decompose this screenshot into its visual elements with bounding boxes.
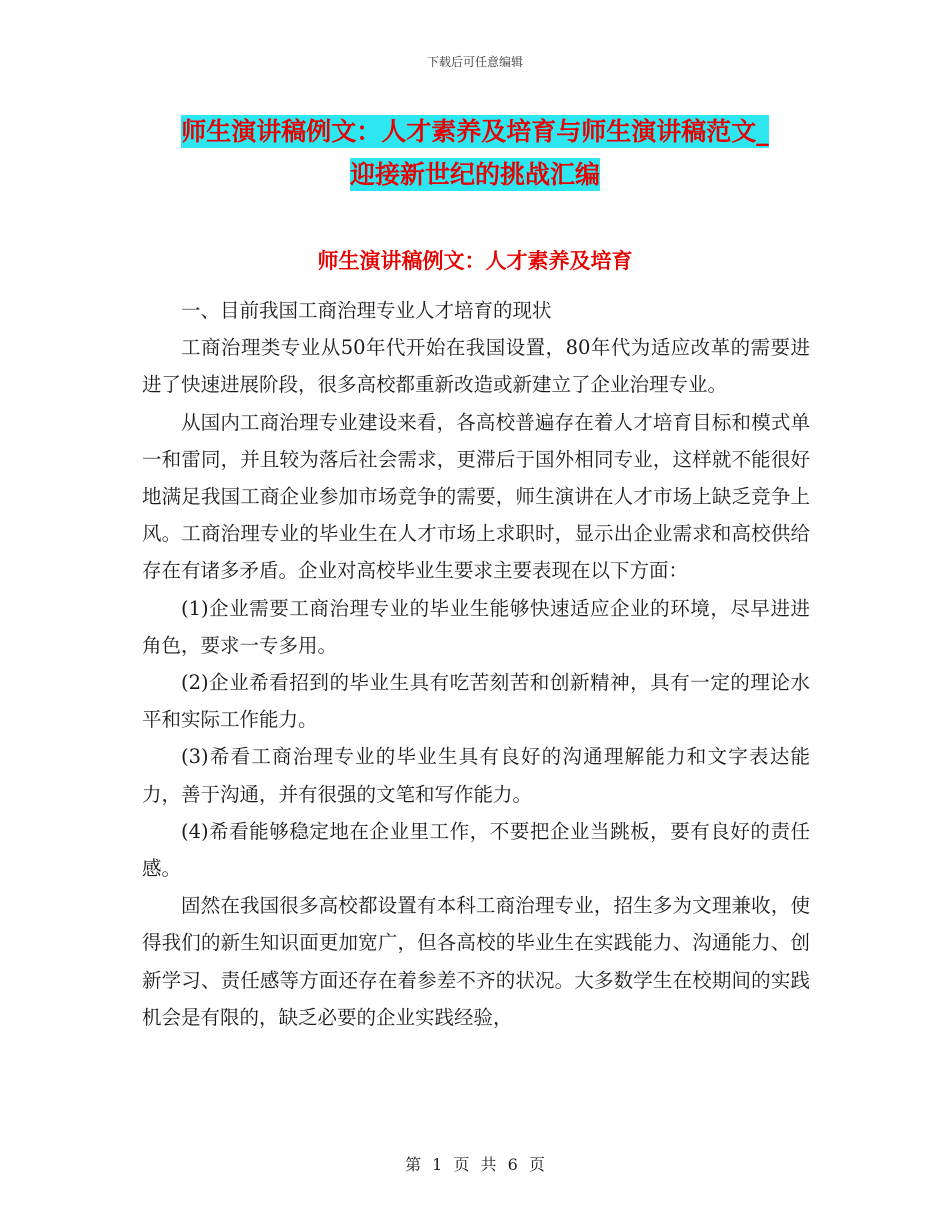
- page-footer: 第 1 页 共 6 页: [405, 1155, 545, 1174]
- title-line-1: 师生演讲稿例文：人才素养及培育与师生演讲稿范文_: [181, 117, 769, 146]
- header-note: 下载后可任意编辑: [426, 55, 523, 69]
- body-text: [142, 292, 810, 1036]
- section-title: 师生演讲稿例文：人才素养及培育: [317, 249, 633, 273]
- paragraph-heading: 一、目前我国工商治理专业人才培育的现状: [181, 299, 552, 322]
- title-line-2: 迎接新世纪的挑战汇编: [349, 160, 600, 189]
- paragraph: (2)企业希看招到的毕业生具有吃苦刻苦和创新精神，具有一定的理论水平和实际工作能力。: [142, 671, 810, 732]
- paragraph: (4)希看能够稳定地在企业里工作，不要把企业当跳板，要有良好的责任感。: [142, 819, 810, 881]
- paragraph: 工商治理类专业从50年代开始在我国设置，80年代为适应改革的需要进进了快速进展阶段，很多高校都重新改造或新建立了企业治理专业。: [142, 336, 810, 397]
- paragraph: (3)希看工商治理专业的毕业生具有良好的沟通理解能力和文字表达能力，善于沟通，并有很强的文笔和写作能力。: [142, 745, 810, 806]
- paragraph: (1)企业需要工商治理专业的毕业生能够快速适应企业的环境，尽早进进角色，要求一专多用。: [142, 596, 810, 657]
- paragraph: 从国内工商治理专业建设来看，各高校普遍存在着人才培育目标和模式单一和雷同，并且较为落后社会需求，更滞后于国外相同专业，这样就不能很好地满足我国工商企业参加市场竞争的需要，师生演讲在人才市场上缺乏竞争上风。工商治理专业的毕业生在人才市场上求职时，显示出企业需求和高校供给存在有诸多矛盾。企业对高校毕业生要求主要表现在以下方面：: [142, 410, 810, 583]
- paragraph: 固然在我国很多高校都设置有本科工商治理专业，招生多为文理兼收，使得我们的新生知识面更加宽广，但各高校的毕业生在实践能力、沟通能力、创新学习、责任感等方面还存在着参差不齐的状况。大多数学生在校期间的实践机会是有限的，缺乏必要的企业实践经验，: [142, 894, 810, 1029]
- document-title: [140, 110, 810, 196]
